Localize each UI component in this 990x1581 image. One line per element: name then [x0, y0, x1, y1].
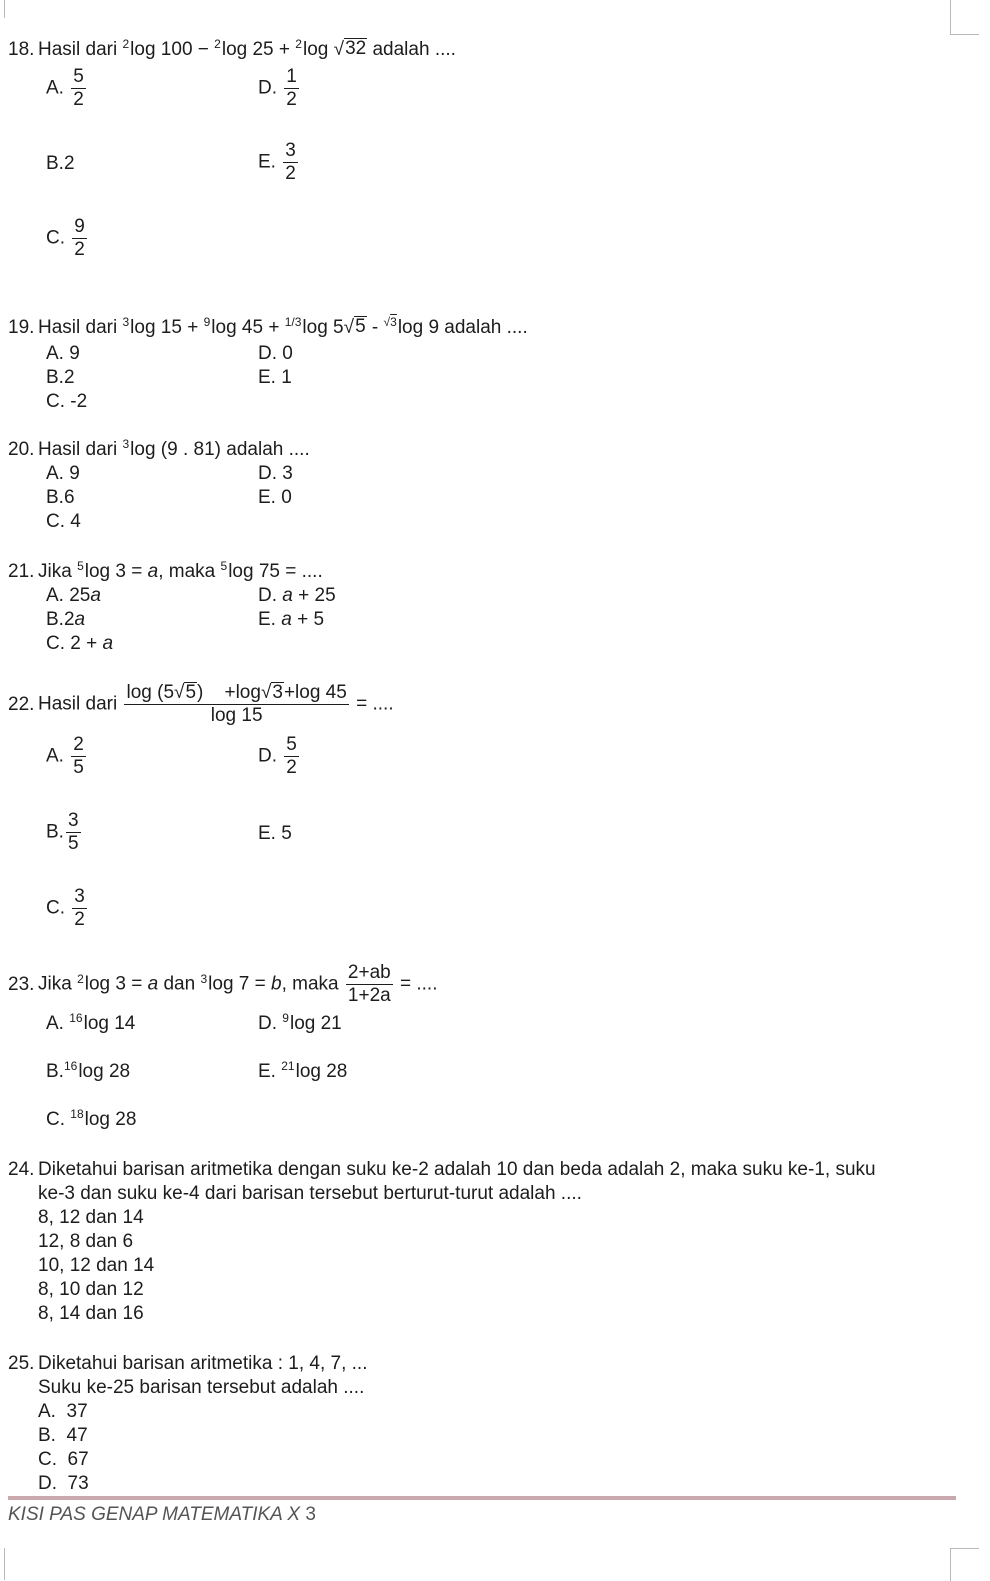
option-d: D. $\frac{5}{2}$	[258, 734, 297, 778]
option-2: 12, 8 dan 6	[38, 1231, 134, 1252]
option-a: A. $\frac{5}{2}$	[46, 66, 84, 110]
option-d: D. $^9$log 21	[258, 1011, 342, 1034]
option-c: C. 67	[38, 1449, 89, 1470]
corner-mark-top-right	[950, 0, 979, 35]
question-number: 18.	[8, 39, 35, 60]
option-e: E. a + 5	[258, 609, 325, 630]
page-footer	[8, 1504, 316, 1526]
question-25-line-2: Suku ke-25 barisan tersebut adalah ....	[38, 1377, 365, 1398]
footer-title: KISI PAS GENAP MATEMATIKA X	[8, 1504, 301, 1525]
option-b: B.2	[46, 153, 75, 174]
option-a: A. 9	[46, 343, 80, 364]
page-number: 3	[305, 1504, 316, 1525]
question-24: 24. Diketahui barisan aritmetika dengan suku ke-2 adalah 10 dan beda adalah 2, maka suku ke-1, suku	[8, 1159, 876, 1180]
option-1: 8, 12 dan 14	[38, 1207, 144, 1228]
question-19: 19. Hasil dari $^3$log 15 + $^9$log 45 + $^{1/3}$log 5 √ 5 - $^{√3}$log 9 adalah ....	[8, 315, 528, 338]
option-c: C. $\frac{9}{2}$	[46, 216, 85, 260]
option-a: A. 37	[38, 1401, 88, 1422]
option-d: D. 0	[258, 343, 293, 364]
option-b: B.2a	[46, 609, 86, 630]
option-e: E. $^{21}$log 28	[258, 1059, 348, 1082]
option-d: D. 73	[38, 1473, 89, 1494]
question-20: 20. Hasil dari $^3$log (9 . 81) adalah ....	[8, 437, 310, 460]
option-c: C. -2	[46, 391, 88, 412]
option-d: D. a + 25	[258, 585, 336, 606]
question-24-line-2: ke-3 dan suku ke-4 dari barisan tersebut berturut-turut adalah ....	[38, 1183, 582, 1204]
question-23: 23. Jika $^2$log 3 = a dan $^3$log 7 = b, maka $\frac{2+ab}{1+2a}$ = ....	[8, 962, 438, 1006]
option-e: E. $\frac{3}{2}$	[258, 140, 296, 184]
footer-divider	[8, 1496, 956, 1500]
option-e: E. 0	[258, 487, 292, 508]
option-e: E. 1	[258, 367, 292, 388]
option-c: C. 2 + a	[46, 633, 114, 654]
option-a: A. $^{16}$log 14	[46, 1011, 136, 1034]
option-b: B.$^{16}$log 28	[46, 1059, 131, 1082]
option-d: D. $\frac{1}{2}$	[258, 66, 297, 110]
option-a: A. 25a	[46, 585, 101, 606]
question-21: 21. Jika $^5$log 3 = a, maka $^5$log 75 = ....	[8, 559, 323, 582]
option-e: E. 5	[258, 823, 292, 844]
corner-mark-bottom-left	[4, 1548, 5, 1580]
option-b: B. $\frac{3}{5}$	[46, 810, 79, 854]
question-22: 22. Hasil dari log (5 √ 5 ) +log √ 3 +log 45 log 15 = ....	[8, 682, 394, 726]
corner-mark-bottom-right	[950, 1548, 979, 1581]
option-c: C. $\frac{3}{2}$	[46, 886, 85, 930]
option-b: B.2	[46, 367, 75, 388]
question-18: 18. Hasil dari $^2$log 100 − $^2$log 25 + $^2$log √ 32 adalah ....	[8, 37, 456, 60]
option-a: A. $\frac{2}{5}$	[46, 734, 84, 778]
corner-mark-top-left	[4, 0, 5, 18]
option-c: C. 4	[46, 511, 81, 532]
fraction-expression: log (5 √ 5 ) +log √ 3 +log 45 log 15	[126, 682, 347, 726]
option-b: B. 47	[38, 1425, 88, 1446]
option-3: 10, 12 dan 14	[38, 1255, 155, 1276]
option-a: A. 9	[46, 463, 80, 484]
question-25: 25. Diketahui barisan aritmetika : 1, 4, 7, ...	[8, 1353, 368, 1374]
option-5: 8, 14 dan 16	[38, 1303, 144, 1324]
option-4: 8, 10 dan 12	[38, 1279, 144, 1300]
option-b: B.6	[46, 487, 75, 508]
option-d: D. 3	[258, 463, 293, 484]
sqrt-expression: √ 32	[333, 38, 367, 60]
option-c: C. $^{18}$log 28	[46, 1107, 137, 1130]
